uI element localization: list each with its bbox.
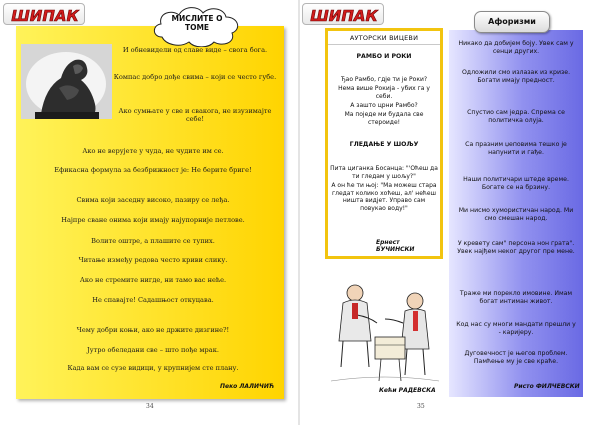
aphorism: Код нас су многи мандати прешли у - каријеру.: [456, 321, 576, 337]
aphorism: Ми нисмо хумористичан народ. Ми смо смешан народ.: [458, 207, 574, 223]
joke-line: Ђао Рамбо, гдје ти је Роки?: [340, 76, 428, 83]
joke-line: А он ће ти њој: "Ма можеш стара гледат колико хоћеш, ал' нећеш ништа видјет. Управо сам повукао воду!": [331, 182, 437, 212]
joke-line: А зашто црни Рамбо?: [350, 102, 418, 109]
joke-line: Ма поједе ми будала све стероиде!: [344, 111, 424, 126]
aphorism: Компас добро дође свима – који се често губе.: [113, 73, 277, 81]
aphorism: Волите оштре, а плашите се тупих.: [91, 237, 215, 245]
joke-title: РАМБО И РОКИ: [356, 53, 412, 60]
thinker-statue-photo: [21, 44, 112, 119]
aphorism: И обневидели од славе виде – свога бога.: [122, 46, 268, 54]
aforizmi-title: Афоризми: [474, 11, 550, 33]
author-jokes-box: [325, 28, 443, 259]
aphorism: Одложили смо излазак из кризе. Богати имају предност.: [461, 69, 571, 85]
cloud-title: МИСЛИТЕ О ТОМЕ: [171, 14, 223, 32]
aphorism: Ако не стремите нигде, ни тамо вас неће.: [79, 276, 227, 284]
sipak-logo-left: [3, 3, 85, 25]
aphorism: Не спавајте! Садашњост откуцава.: [92, 296, 214, 304]
aphorism: Са празним џеповима тешко је напунити и гађе.: [465, 141, 567, 157]
topic-cloud: [152, 5, 242, 47]
aphorism: Најпре сване онима који имају најупорније петлове.: [61, 216, 245, 224]
joke-line: Нема више Рокија - убих га у себи.: [338, 85, 430, 100]
joke-line: Пита циганка Босанца: "'Оћеш да ти гледам у шољу?": [330, 165, 438, 180]
cartoon-signature: Кећи РАДЕВСКА: [379, 387, 436, 394]
sipak-logo-right: [302, 3, 384, 25]
aphorism: Траже ми порекло имовине. Имам богат интиман живот.: [459, 290, 573, 306]
page-number: 34: [146, 403, 154, 410]
aphorism: Ако не верујете у чуда, не чудите им се.: [82, 147, 224, 155]
aphorism: Чему добри коњи, ако не држите дизгине?!: [76, 326, 230, 334]
jokes-header: АУТОРСКИ ВИЦЕВИ: [328, 31, 440, 45]
aphorisms-signature: Ристо ФИЛЧЕВСКИ: [514, 383, 580, 390]
logo-text: ШИПАК: [310, 7, 378, 25]
jokes-signature: Ернест БУЧИНСКИ: [376, 239, 415, 253]
cartoon-illustration: [327, 263, 443, 396]
aphorism: Спустио сам једра. Спрема се политичка олуја.: [467, 109, 565, 125]
joke-title: ГЛЕДАЊЕ У ШОЉУ: [349, 141, 419, 148]
aphorism: Јутро обеледани све – што пође мрак.: [87, 346, 219, 354]
aphorism: Никако да добијем боју. Увек сам у сенци других.: [458, 40, 574, 56]
author-signature: Пеко ЛАЛИЧИЋ: [220, 383, 275, 390]
aphorism: Када вам се сузе видици, у крупнијем сте плану.: [67, 364, 239, 372]
aphorism: Читање између редова често криви слику.: [78, 256, 228, 264]
aphorism: Свима који заседну високо, пазиру се леђа.: [76, 196, 230, 204]
logo-text: ШИПАК: [11, 7, 79, 25]
aphorism: Ако сумњате у све и свакога, не изузимајте себе!: [118, 107, 272, 124]
aphorism: Наши политичари штеде време. Богате се на брзину.: [463, 176, 569, 192]
aphorism: Дуговечност је његов проблем. Памћење му је све краће.: [464, 350, 568, 366]
page-number: 35: [417, 403, 425, 410]
aphorism: У кревету сам" персона нон грата". Увек најђем неког другог пре мене.: [457, 240, 575, 256]
aphorism: Ефикасна формула за безбрижност је: Не берите бриге!: [54, 166, 252, 174]
